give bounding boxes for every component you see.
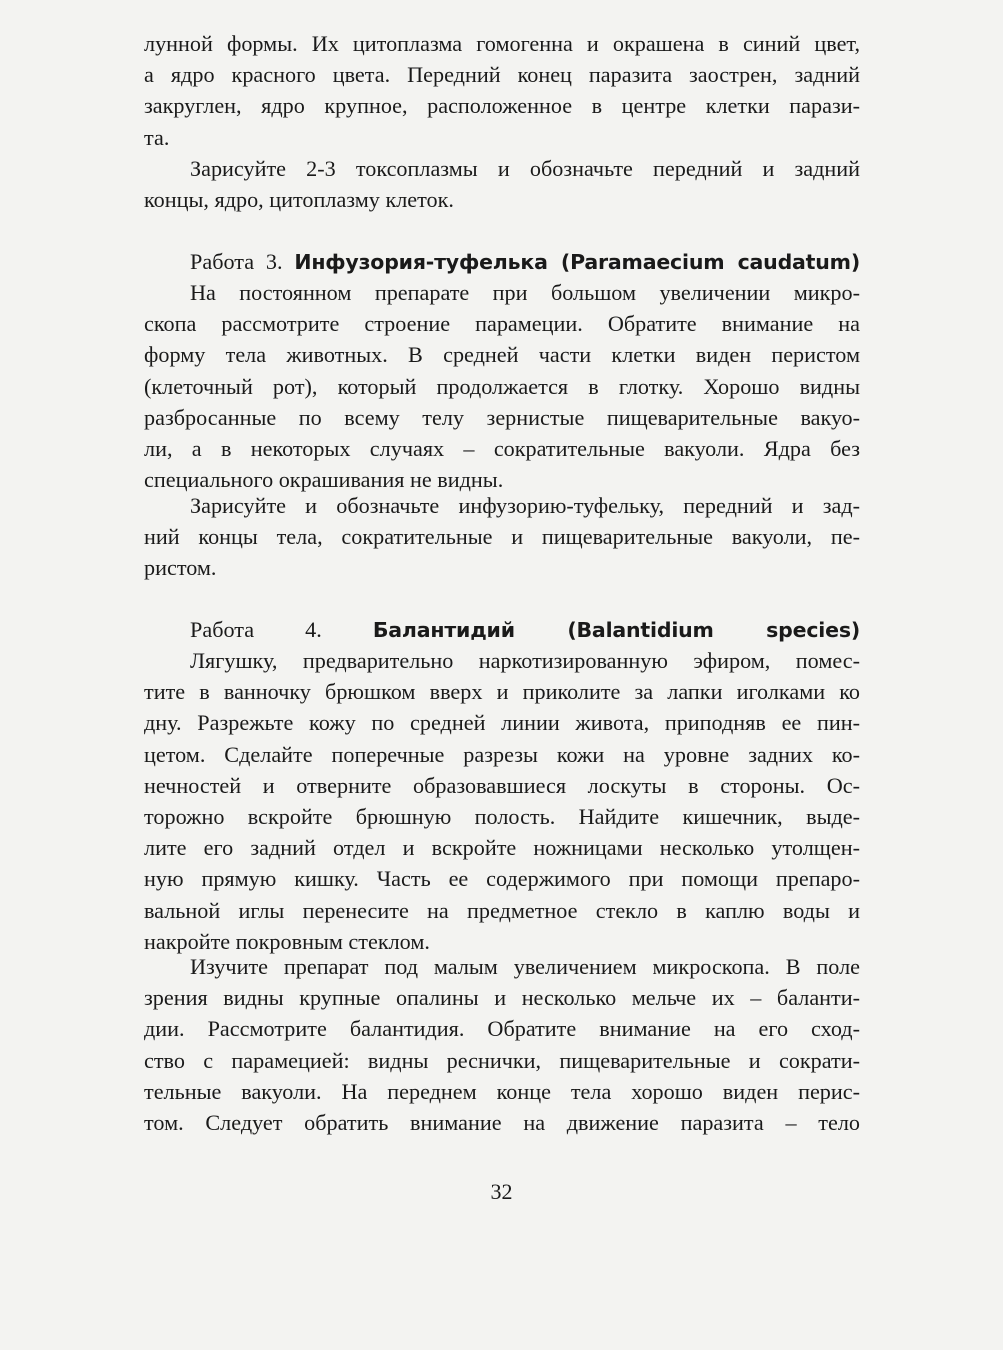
heading-title: Инфузория-туфелька (Paramaecium caudatum) [294,250,860,274]
text-line: вальной иглы перенесите на предметное стекло в каплю воды и [144,897,860,923]
text-line: Изучите препарат под малым увеличением микроскопа. В поле [190,954,860,979]
text-line: цетом. Сделайте поперечные разрезы кожи на уровне задних ко- [144,741,860,767]
text-line: торожно вскройте брюшную полость. Найдите кишечник, выде- [144,803,860,829]
heading-prefix: Работа 3. [190,249,295,274]
text-line: Зарисуйте 2-3 токсоплазмы и обозначьте передний и задний [190,156,860,181]
text-line: форму тела животных. В средней части клетки виден перистом [144,342,860,368]
paragraph-paramecium-description [144,277,860,495]
paragraph-frog-dissection [144,645,860,957]
text-line: тите в ванночку брюшком вверх и приколите за лапки иголками ко [144,679,860,705]
text-line: нечностей и отверните образовавшиеся лоскуты в стороны. Ос- [144,772,860,798]
text-line: накройте покровным стеклом. [144,928,430,954]
text-line: ство с парамецией: видны реснички, пищеварительные и сократи- [144,1047,860,1073]
heading-prefix: Работа 4. [190,617,373,642]
section-heading-work-4 [144,614,860,645]
text-line: ную прямую кишку. Часть ее содержимого при помощи препаро- [144,866,860,892]
text-line: концы, ядро, цитоплазму клеток. [144,187,454,213]
text-line: лунной формы. Их цитоплазма гомогенна и окрашена в синий цвет, [144,31,860,56]
text-line: На постоянном препарате при большом увеличении микро- [190,280,860,305]
paragraph-toxoplasma-task [144,153,860,215]
text-line: дну. Разрежьте кожу по средней линии живота, приподняв ее пин- [144,710,860,736]
text-line: та. [144,124,170,150]
text-line: Зарисуйте и обозначьте инфузорию-туфельку, передний и зад- [190,493,860,518]
text-line: разбросанные по всему телу зернистые пищеварительные вакуо- [144,404,860,430]
text-line: закруглен, ядро крупное, расположенное в центре клетки парази- [144,93,860,119]
text-line: зрения видны крупные опалины и несколько мельче их – баланти- [144,985,860,1011]
page-number: 32 [490,1179,513,1204]
paragraph-balantidium-microscopy [144,951,860,1138]
text-line: ли, а в некоторых случаях – сократительные вакуоли. Ядра без [144,435,860,461]
text-line: дии. Рассмотрите балантидия. Обратите внимание на его сход- [144,1016,860,1042]
paragraph-toxoplasma-description [144,28,860,153]
section-heading-work-3 [144,246,860,277]
text-line: тельные вакуоли. На переднем конце тела хорошо виден перис- [144,1078,860,1104]
text-line: том. Следует обратить внимание на движение паразита – тело [144,1109,860,1135]
heading-title: Балантидий (Balantidium species) [372,618,860,642]
text-line: (клеточный рот), который продолжается в глотку. Хорошо видны [144,373,860,399]
text-line: Лягушку, предварительно наркотизированную эфиром, помес- [190,648,860,673]
text-line: лите его задний отдел и вскройте ножницами несколько утолщен- [144,835,860,861]
text-line: ний концы тела, сократительные и пищеварительные вакуоли, пе- [144,524,860,550]
text-line: скопа рассмотрите строение парамеции. Обратите внимание на [144,311,860,337]
paragraph-paramecium-task [144,490,860,584]
text-line: специального окрашивания не видны. [144,467,504,493]
text-line: ристом. [144,555,217,581]
text-line: а ядро красного цвета. Передний конец паразита заострен, задний [144,62,860,88]
